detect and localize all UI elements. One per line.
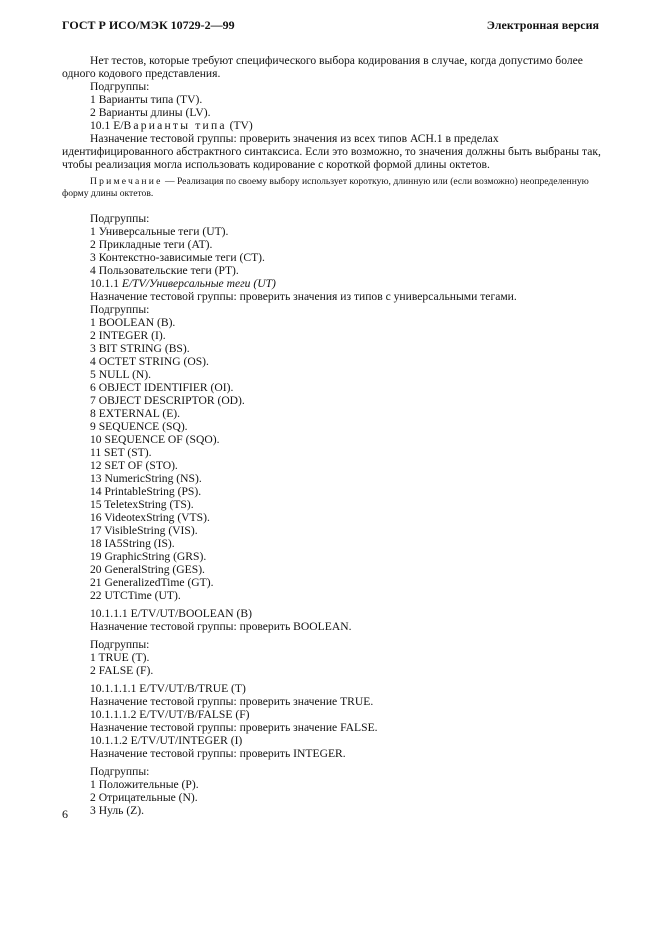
universal-types-list	[62, 316, 602, 602]
section-title: E/TV/Универсальные теги (UT)	[121, 277, 276, 290]
list-item: 10 SEQUENCE OF (SQO).	[90, 433, 220, 446]
list-item: 21 GeneralizedTime (GT).	[90, 576, 214, 589]
subgroups-label: Подгруппы:	[90, 80, 150, 93]
list-item: 4 OCTET STRING (OS).	[90, 355, 209, 368]
section-suffix: (TV)	[226, 119, 253, 132]
list-item: 22 UTCTime (UT).	[90, 589, 181, 602]
purpose-paragraph: Назначение тестовой группы: проверить значения из всех типов АСН.1 в пределах идентифицированного абстрактного синтаксиса. Если это возможно, то значения должны быть выбраны так, чтобы реализация могла использовать кодирование с короткой формой длины октетов.	[62, 132, 601, 171]
list-item: 3 BIT STRING (BS).	[90, 342, 190, 355]
list-item: 11 SET (ST).	[90, 446, 152, 459]
standard-code: ГОСТ Р ИСО/МЭК 10729-2—99	[62, 18, 235, 32]
document-body	[62, 54, 602, 817]
list-item: 1 TRUE (T).	[90, 651, 150, 664]
page-number: 6	[62, 807, 68, 821]
purpose-paragraph: Назначение тестовой группы: проверить значение FALSE.	[90, 721, 378, 734]
list-item: 2 FALSE (F).	[90, 664, 154, 677]
note-paragraph	[62, 176, 602, 200]
section-heading-10-1-1-2: 10.1.1.2 E/TV/UT/INTEGER (I)	[90, 734, 243, 747]
list-item: 8 EXTERNAL (E).	[90, 407, 181, 420]
list-item: 15 TeletexString (TS).	[90, 498, 194, 511]
subgroups-label: Подгруппы:	[90, 638, 150, 651]
list-item: 13 NumericString (NS).	[90, 472, 202, 485]
list-item: 17 VisibleString (VIS).	[90, 524, 198, 537]
list-item: 7 OBJECT DESCRIPTOR (OD).	[90, 394, 245, 407]
list-item: 3 Контекстно-зависимые теги (CT).	[90, 251, 265, 264]
section-number: 10.1 E/	[90, 119, 124, 132]
purpose-paragraph: Назначение тестовой группы: проверить BOOLEAN.	[90, 620, 352, 633]
subgroups-label: Подгруппы:	[90, 765, 150, 778]
section-number: 10.1.1	[90, 277, 122, 290]
section-heading-10-1	[62, 119, 602, 132]
list-item: 1 BOOLEAN (B).	[90, 316, 176, 329]
list-item: 6 OBJECT IDENTIFIER (OI).	[90, 381, 234, 394]
list-item: 14 PrintableString (PS).	[90, 485, 202, 498]
section-heading-10-1-1	[62, 277, 602, 290]
list-item: 1 Варианты типа (TV).	[90, 93, 203, 106]
list-item: 3 Нуль (Z).	[90, 804, 145, 817]
list-item: 2 Варианты длины (LV).	[90, 106, 211, 119]
list-item: 5 NULL (N).	[90, 368, 152, 381]
list-item: 1 Положительные (P).	[90, 778, 199, 791]
section-heading-10-1-1-1: 10.1.1.1 E/TV/UT/BOOLEAN (B)	[90, 607, 252, 620]
subgroups-label: Подгруппы:	[90, 303, 150, 316]
list-item: 4 Пользовательские теги (PT).	[90, 264, 239, 277]
list-item: 2 Прикладные теги (AT).	[90, 238, 213, 251]
section-heading-10-1-1-1-2: 10.1.1.1.2 E/TV/UT/B/FALSE (F)	[90, 708, 250, 721]
list-item: 16 VideotexString (VTS).	[90, 511, 210, 524]
list-item: 19 GraphicString (GRS).	[90, 550, 207, 563]
list-item: 20 GeneralString (GES).	[90, 563, 205, 576]
note-text: — Реализация по своему выбору использует короткую, длинную или (если возможно) неопределенную форму длины октетов.	[62, 176, 589, 199]
list-item: 2 Отрицательные (N).	[90, 791, 198, 804]
edition-label: Электронная версия	[486, 18, 599, 32]
list-item: 1 Универсальные теги (UT).	[90, 225, 229, 238]
section-title: Варианты типа	[123, 119, 227, 132]
list-item: 18 IA5String (IS).	[90, 537, 175, 550]
purpose-paragraph: Назначение тестовой группы: проверить значение TRUE.	[90, 695, 374, 708]
purpose-paragraph: Назначение тестовой группы: проверить INTEGER.	[90, 747, 346, 760]
list-item: 2 INTEGER (I).	[90, 329, 166, 342]
note-label: Примечание	[90, 176, 163, 187]
section-heading-10-1-1-1-1: 10.1.1.1.1 E/TV/UT/B/TRUE (T)	[90, 682, 246, 695]
intro-paragraph: Нет тестов, которые требуют специфического выбора кодирования в случае, когда допустимо более одного кодового представления.	[62, 54, 583, 80]
list-item: 12 SET OF (STO).	[90, 459, 178, 472]
purpose-paragraph: Назначение тестовой группы: проверить значения из типов с универсальными тегами.	[90, 290, 517, 303]
subgroups-label: Подгруппы:	[90, 212, 150, 225]
list-item: 9 SEQUENCE (SQ).	[90, 420, 188, 433]
